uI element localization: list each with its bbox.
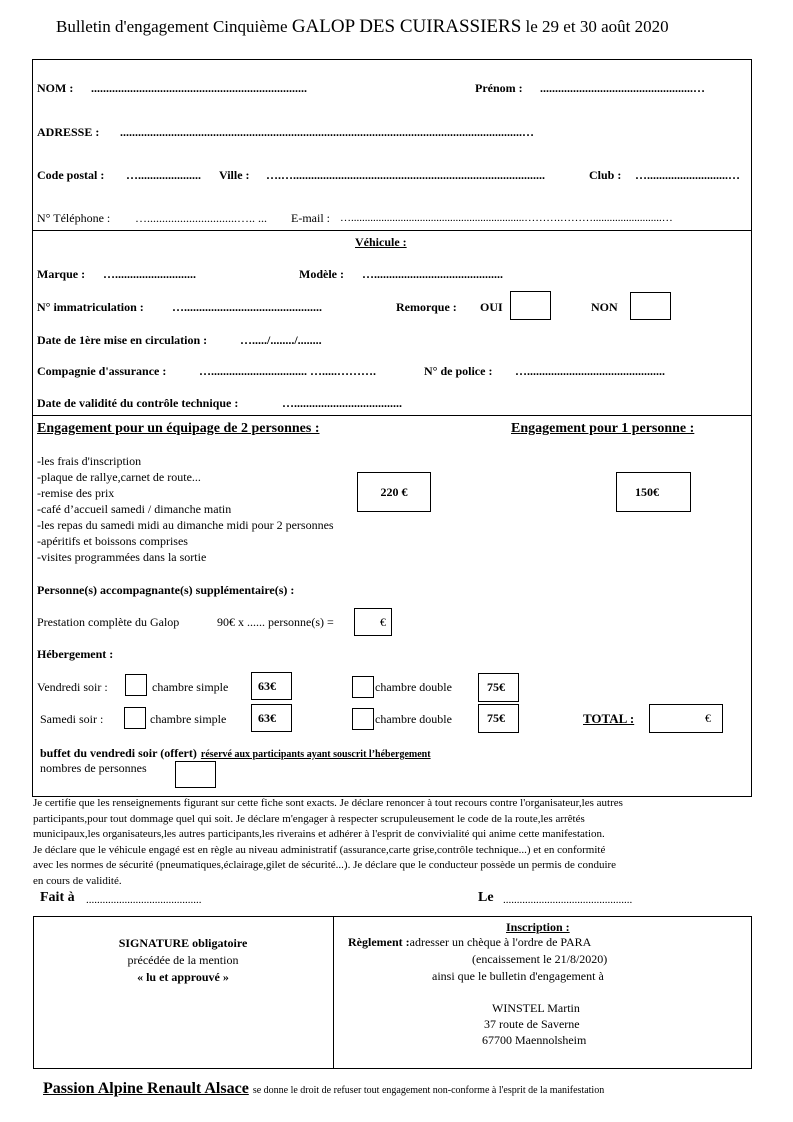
- list-item: -plaque de rallye,carnet de route...: [37, 470, 201, 484]
- nb-personnes-label: nombres de personnes: [40, 761, 147, 775]
- remorque-oui-label: OUI: [480, 300, 503, 314]
- remorque-non-checkbox[interactable]: [630, 292, 671, 320]
- signature-line2: précédée de la mention: [127, 953, 239, 967]
- prenom-field[interactable]: ...................................................…: [540, 81, 705, 95]
- email-field[interactable]: …...............................................................……….……….........................…: [340, 212, 673, 224]
- samedi-label: Samedi soir :: [40, 712, 104, 726]
- price-2-persons: 220 €: [357, 472, 431, 512]
- buffet-line: [40, 744, 431, 762]
- modele-label: Modèle :: [299, 267, 344, 281]
- assurance-label: Compagnie d'assurance :: [37, 364, 167, 378]
- reglement-text: adresser un chèque à l'ordre de PARA: [409, 935, 592, 949]
- telephone-label: N° Téléphone :: [37, 211, 111, 225]
- footer: [43, 1080, 604, 1098]
- prestation-total-field[interactable]: [354, 608, 392, 636]
- table-divider: [333, 916, 334, 1069]
- price-1-person: 150€: [616, 472, 691, 512]
- samedi-simple-price: 63€: [251, 704, 292, 732]
- vendredi-label: Vendredi soir :: [37, 680, 108, 694]
- telephone-field[interactable]: …..............................….. ...: [135, 211, 267, 225]
- fait-label: Fait à: [40, 890, 75, 905]
- vendredi-simple-label: chambre simple: [152, 680, 229, 694]
- date-circulation-field[interactable]: …...../......../........: [240, 333, 322, 347]
- fait-field[interactable]: ..........................................: [86, 894, 202, 906]
- vendredi-simple-price: 63€: [251, 672, 292, 700]
- nom-label: NOM :: [37, 81, 74, 95]
- prestation-unit: €: [380, 615, 386, 629]
- list-item: -apéritifs et boissons comprises: [37, 534, 188, 548]
- reglement-label: Règlement :: [348, 935, 410, 949]
- total-unit: €: [705, 711, 711, 725]
- immatriculation-field[interactable]: …..............................................: [172, 300, 322, 314]
- ville-label: Ville :: [219, 168, 250, 182]
- address-street: 37 route de Saverne: [484, 1017, 580, 1031]
- page-title: [56, 16, 669, 38]
- certification-line: en cours de validité.: [33, 874, 122, 887]
- le-label: Le: [478, 890, 494, 905]
- remorque-oui-checkbox[interactable]: [510, 291, 551, 320]
- prenom-label: Prénom :: [475, 81, 523, 95]
- total-field[interactable]: [649, 704, 723, 733]
- remorque-non-label: NON: [591, 300, 618, 314]
- immatriculation-label: N° immatriculation :: [37, 300, 144, 314]
- address-city: 67700 Maennolsheim: [482, 1033, 587, 1047]
- samedi-double-price: 75€: [478, 704, 519, 733]
- marque-field[interactable]: …...........................: [103, 267, 196, 281]
- prestation-label: Prestation complète du Galop: [37, 615, 180, 629]
- remorque-label: Remorque :: [396, 300, 457, 314]
- certification-line: municipaux,les organisateurs,les autres participants,les riverains et adhérer à l'esprit de convivialité qui anime cette manifestation.: [33, 828, 605, 841]
- vehicle-section: [32, 230, 752, 416]
- accompagnant-title: Personne(s) accompagnante(s) supplémentaire(s) :: [37, 583, 295, 597]
- samedi-double-checkbox[interactable]: [352, 708, 374, 730]
- vehicle-section-title: Véhicule :: [355, 235, 407, 249]
- title-suffix: le 29 et 30 août 2020: [525, 17, 669, 36]
- police-field[interactable]: …..............................................: [515, 364, 665, 378]
- reglement-line: [348, 935, 591, 950]
- adresse-label: ADRESSE :: [37, 125, 100, 139]
- personne-title: Engagement pour 1 personne :: [511, 421, 695, 436]
- list-item: -café d’accueil samedi / dimanche matin: [37, 502, 232, 516]
- list-item: -visites programmées dans la sortie: [37, 550, 207, 564]
- title-prefix: Bulletin d'engagement Cinquième: [56, 17, 288, 36]
- le-field[interactable]: ...............................................: [503, 894, 633, 906]
- included-items-list: [37, 453, 334, 565]
- samedi-double-label: chambre double: [375, 712, 452, 726]
- adresse-field[interactable]: ......................................................................................................................................…: [120, 125, 534, 139]
- certification-line: participants,pour tout dommage quel qui soit. Je déclare m'engager à respecter scrupuleusement le code de la route,les arrêtés: [33, 812, 585, 825]
- certification-text: [33, 796, 623, 890]
- certification-line: Je déclare que le véhicule engagé est en règle au niveau administratif (assurance,carte grise,contrôle technique...) et en conformité: [33, 843, 606, 856]
- controle-technique-label: Date de validité du contrôle technique :: [37, 396, 239, 410]
- nom-field[interactable]: ........................................................................: [91, 81, 307, 95]
- vendredi-double-price: 75€: [478, 673, 519, 702]
- code-postal-field[interactable]: ….....................: [126, 168, 201, 182]
- certification-line: avec les normes de sécurité (pneumatiques,éclairage,gilet de sécurité...). Je déclare que le conducteur possède un permis de conduire: [33, 859, 617, 872]
- marque-label: Marque :: [37, 267, 86, 281]
- signature-box[interactable]: [33, 935, 333, 986]
- email-label: E-mail :: [291, 211, 330, 225]
- bulletin-text: ainsi que le bulletin d'engagement à: [432, 969, 604, 983]
- inscription-title: Inscription :: [506, 920, 570, 934]
- list-item: -remise des prix: [37, 486, 115, 500]
- signature-title: SIGNATURE obligatoire: [118, 936, 248, 950]
- equipage-title: Engagement pour un équipage de 2 personnes :: [37, 421, 320, 436]
- police-label: N° de police :: [424, 364, 493, 378]
- prestation-calc: 90€ x ...... personne(s) =: [217, 615, 334, 629]
- footer-note: se donne le droit de refuser tout engagement non-conforme à l'esprit de la manifestation: [252, 1085, 605, 1096]
- hebergement-title: Hébergement :: [37, 647, 114, 661]
- title-event: GALOP DES CUIRASSIERS: [291, 16, 522, 37]
- date-circulation-label: Date de 1ère mise en circulation :: [37, 333, 208, 347]
- encaissement-text: (encaissement le 21/8/2020): [472, 952, 608, 966]
- address-name: WINSTEL Martin: [492, 1001, 580, 1015]
- assurance-field[interactable]: …................................ ….....……….: [199, 364, 376, 378]
- nb-personnes-field[interactable]: [175, 761, 216, 788]
- buffet-label: buffet du vendredi soir (offert): [40, 746, 197, 760]
- vendredi-double-label: chambre double: [375, 680, 452, 694]
- samedi-simple-checkbox[interactable]: [124, 707, 146, 729]
- list-item: -les frais d'inscription: [37, 454, 142, 468]
- vendredi-double-checkbox[interactable]: [352, 676, 374, 698]
- buffet-note: réservé aux participants ayant souscrit l’hébergement: [200, 749, 431, 760]
- samedi-simple-label: chambre simple: [150, 712, 227, 726]
- controle-technique-field[interactable]: …....................................: [282, 396, 402, 410]
- total-label: TOTAL :: [583, 711, 635, 726]
- modele-field[interactable]: …...........................................: [362, 267, 503, 281]
- signature-line3: « lu et approuvé »: [137, 970, 229, 984]
- code-postal-label: Code postal :: [37, 168, 105, 182]
- club-label: Club :: [589, 168, 622, 182]
- club-field[interactable]: …...........................…: [635, 168, 740, 182]
- list-item: -les repas du samedi midi au dimanche midi pour 2 personnes: [37, 518, 334, 532]
- footer-org: Passion Alpine Renault Alsace: [43, 1080, 249, 1097]
- vendredi-simple-checkbox[interactable]: [125, 674, 147, 696]
- certification-line: Je certifie que les renseignements figurant sur cette fiche sont exacts. Je déclare renoncer à tout recours contre l'organisateur,les autres: [33, 797, 623, 809]
- ville-field[interactable]: ….…....................................................................................: [266, 168, 545, 182]
